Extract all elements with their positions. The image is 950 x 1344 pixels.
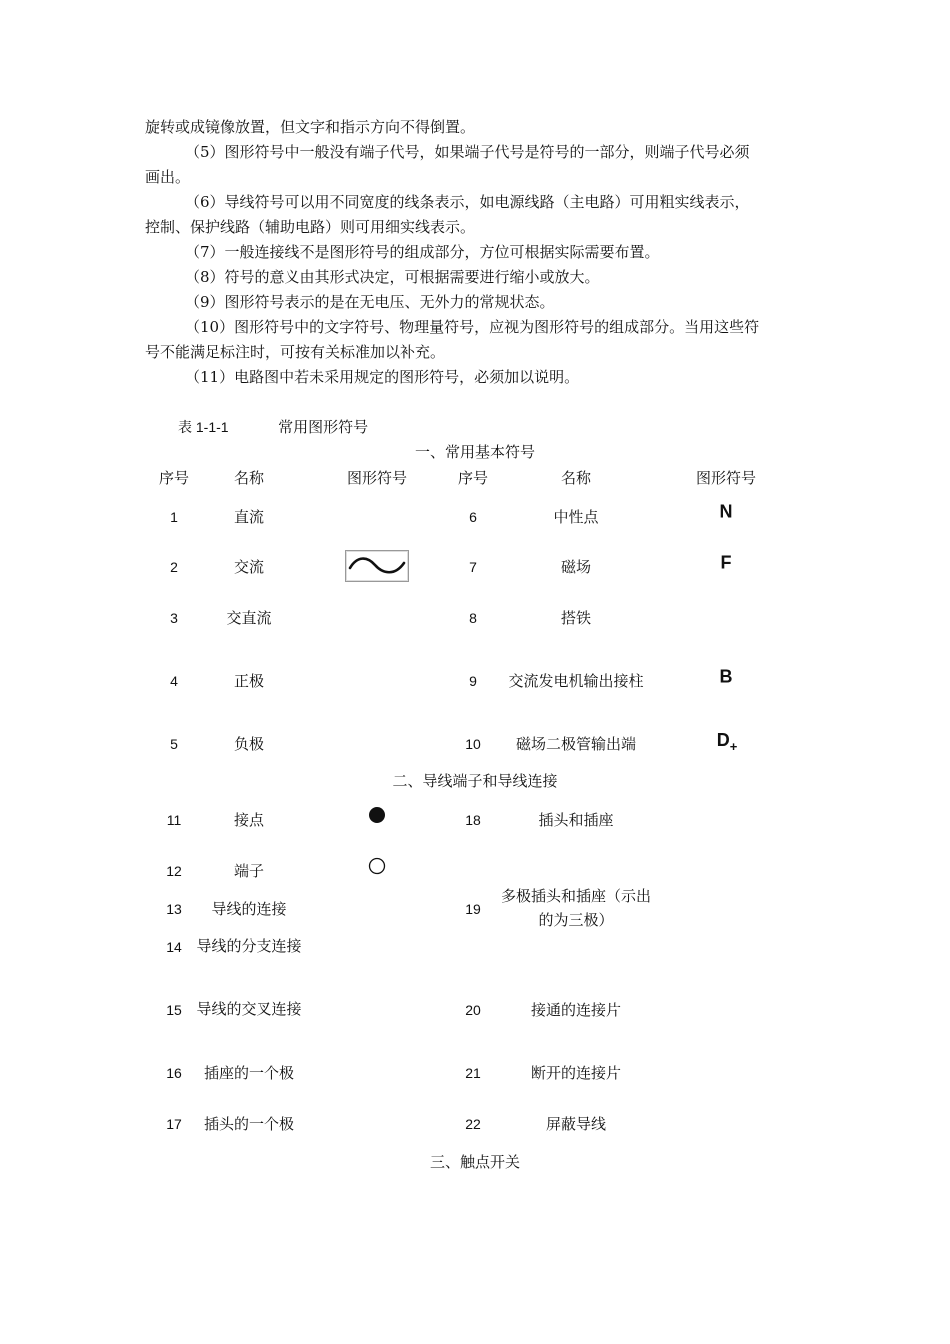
paragraph-item-5	[145, 140, 810, 190]
paragraph-item-9	[145, 290, 810, 315]
row-index: 5	[170, 736, 178, 752]
header-symbol-1: 图形符号	[346, 469, 408, 487]
table-caption	[178, 418, 368, 436]
row-name: 端子	[233, 862, 265, 880]
row-index: 22	[465, 1116, 481, 1132]
row-name: 接通的连接片	[530, 1001, 622, 1019]
row-index: 3	[170, 610, 178, 626]
field-symbol: F	[720, 552, 732, 573]
paragraph-line: （8）符号的意义由其形式决定，可根据需要进行缩小或放大。	[185, 268, 600, 286]
paragraph-line: 控制、保护线路（辅助电路）则可用细实线表示。	[145, 218, 476, 236]
header-name-1: 名称	[233, 469, 265, 487]
header-index-1: 序号	[158, 469, 190, 487]
row-index: 6	[469, 509, 477, 525]
row-index: 13	[166, 901, 182, 917]
alternator-output-symbol: B	[719, 666, 733, 687]
row-name: 中性点	[553, 508, 599, 526]
paragraph-line: （9）图形符号表示的是在无电压、无外力的常规状态。	[185, 293, 555, 311]
paragraph-item-8	[145, 265, 810, 290]
row-name: 插座的一个极	[203, 1064, 295, 1082]
row-index: 2	[170, 559, 178, 575]
row-name: 交直流	[226, 609, 272, 627]
header-name-2: 名称	[560, 469, 592, 487]
row-name: 交流发电机输出接柱	[508, 672, 644, 690]
neutral-point-symbol: N	[719, 501, 733, 522]
row-name: 交流	[233, 558, 265, 576]
row-name: 负极	[233, 735, 265, 753]
row-index: 21	[465, 1065, 481, 1081]
paragraph-item-6	[145, 190, 810, 240]
paragraph-item-7	[145, 240, 810, 265]
row-index: 10	[465, 736, 481, 752]
header-symbol-2: 图形符号	[695, 469, 757, 487]
row-name: 正极	[233, 672, 265, 690]
row-name: 导线的分支连接	[196, 937, 302, 955]
row-index: 15	[166, 1002, 182, 1018]
row-index: 9	[469, 673, 477, 689]
row-name: 导线的交叉连接	[196, 1000, 302, 1018]
row-name: 多极插头和插座（示出的为三极）	[500, 887, 651, 929]
paragraph-item-11	[145, 365, 810, 390]
table-caption-title: 常用图形符号	[278, 418, 369, 436]
row-index: 4	[170, 673, 178, 689]
row-index: 14	[166, 939, 182, 955]
row-name: 导线的连接	[211, 900, 287, 918]
symbol-subscript: +	[729, 738, 738, 754]
table-caption-number: 表 1-1-1	[178, 419, 229, 435]
row-name: 搭铁	[560, 609, 592, 627]
row-name: 磁场	[560, 558, 592, 576]
symbol-letter: D	[716, 730, 730, 751]
row-index: 18	[465, 812, 481, 828]
row-name: 断开的连接片	[530, 1064, 622, 1082]
paragraph-line: 旋转或成镜像放置，但文字和指示方向不得倒置。	[145, 118, 476, 136]
field-diode-output-symbol	[717, 730, 738, 754]
row-index: 8	[469, 610, 477, 626]
row-index: 7	[469, 559, 477, 575]
row-index: 17	[166, 1116, 182, 1132]
row-index: 12	[166, 863, 182, 879]
paragraph-line: （6）导线符号可以用不同宽度的线条表示，如电源线路（主电路）可用粗实线表示，	[185, 193, 750, 211]
row-name: 接点	[233, 811, 265, 829]
row-name: 插头的一个极	[203, 1115, 295, 1133]
row-index: 11	[166, 812, 182, 828]
alternating-current-icon	[345, 550, 409, 582]
paragraph-line: （11）电路图中若未采用规定的图形符号，必须加以说明。	[185, 368, 580, 386]
section-heading-terminals: 二、导线端子和导线连接	[392, 772, 558, 790]
paragraph-line: 画出。	[145, 168, 191, 186]
row-index: 1	[170, 509, 178, 525]
paragraph-line: 号不能满足标注时，可按有关标准加以补充。	[145, 343, 446, 361]
paragraph-item-10	[145, 315, 810, 365]
terminal-circle-icon	[368, 857, 386, 875]
row-name: 磁场二极管输出端	[515, 735, 637, 753]
row-index: 20	[465, 1002, 481, 1018]
paragraph-1	[145, 115, 810, 140]
paragraph-line: （10）图形符号中的文字符号、物理量符号，应视为图形符号的组成部分。当用这些符	[185, 318, 760, 336]
row-name: 直流	[233, 508, 265, 526]
row-name: 插头和插座	[538, 811, 614, 829]
paragraph-line: （5）图形符号中一般没有端子代号，如果端子代号是符号的一部分，则端子代号必须	[185, 143, 750, 161]
row-index: 19	[465, 901, 481, 917]
section-heading-contacts: 三、触点开关	[429, 1153, 520, 1171]
header-index-2: 序号	[457, 469, 489, 487]
section-heading-basic: 一、常用基本符号	[414, 443, 535, 461]
row-index: 16	[166, 1065, 182, 1081]
paragraph-line: （7）一般连接线不是图形符号的组成部分，方位可根据实际需要布置。	[185, 243, 660, 261]
row-name: 屏蔽导线	[545, 1115, 607, 1133]
junction-dot-icon	[368, 806, 386, 824]
